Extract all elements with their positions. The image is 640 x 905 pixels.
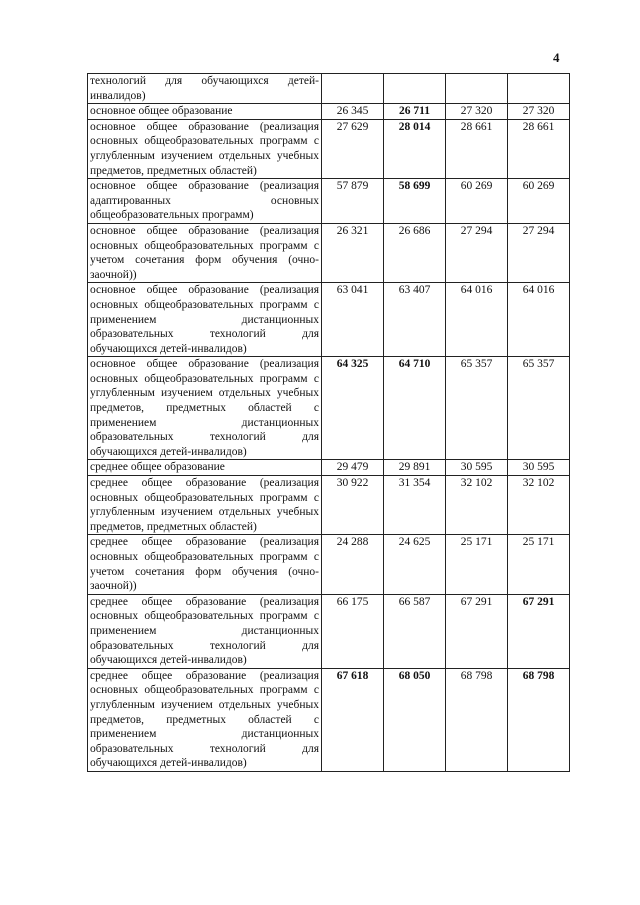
value-cell: 64 016 [508, 283, 570, 357]
value-cell: 68 050 [384, 668, 446, 771]
value-cell: 26 686 [384, 223, 446, 282]
value-cell: 24 625 [384, 535, 446, 594]
value-cell: 27 320 [508, 104, 570, 120]
table-row [88, 104, 570, 120]
value-cell: 68 798 [446, 668, 508, 771]
value-cell: 26 711 [384, 104, 446, 120]
value-cell: 24 288 [322, 535, 384, 594]
table-row [88, 74, 570, 104]
value-cell: 29 479 [322, 460, 384, 476]
value-cell: 60 269 [446, 179, 508, 224]
value-cell: 64 710 [384, 357, 446, 460]
value-cell: 27 294 [446, 223, 508, 282]
value-cell: 65 357 [446, 357, 508, 460]
value-cell: 31 354 [384, 476, 446, 535]
value-cell [446, 74, 508, 104]
value-cell: 67 618 [322, 668, 384, 771]
row-label: среднее общее образование (реализация основных общеобразовательных программ с углубленным изучением отдельных учебных предметов, предметных областей с применением дистанционных образовательных технологий для обучающихся детей-инвалидов) [88, 668, 322, 771]
row-label: основное общее образование (реализация основных общеобразовательных программ с углубленным изучением отдельных учебных предметов, предметных областей) [88, 119, 322, 178]
value-cell: 27 294 [508, 223, 570, 282]
value-cell: 25 171 [508, 535, 570, 594]
value-cell: 64 016 [446, 283, 508, 357]
value-cell: 66 587 [384, 594, 446, 668]
value-cell: 27 629 [322, 119, 384, 178]
value-cell: 65 357 [508, 357, 570, 460]
row-label: среднее общее образование (реализация основных общеобразовательных программ с углубленным изучением отдельных учебных предметов, предметных областей) [88, 476, 322, 535]
value-cell: 67 291 [446, 594, 508, 668]
table-body [88, 74, 570, 772]
value-cell: 28 014 [384, 119, 446, 178]
value-cell: 68 798 [508, 668, 570, 771]
value-cell: 66 175 [322, 594, 384, 668]
value-cell: 28 661 [446, 119, 508, 178]
value-cell: 28 661 [508, 119, 570, 178]
page-number: 4 [553, 50, 560, 65]
value-cell: 64 325 [322, 357, 384, 460]
value-cell: 67 291 [508, 594, 570, 668]
row-label: технологий для обучающихся детей-инвалидов) [88, 74, 322, 104]
table-row [88, 668, 570, 771]
value-cell: 25 171 [446, 535, 508, 594]
row-label: среднее общее образование (реализация основных общеобразовательных программ с учетом сочетания форм обучения (очно-заочной)) [88, 535, 322, 594]
table-row [88, 223, 570, 282]
table-row [88, 357, 570, 460]
row-label: основное общее образование (реализация адаптированных основных общеобразовательных программ) [88, 179, 322, 224]
row-label: среднее общее образование [88, 460, 322, 476]
value-cell: 26 321 [322, 223, 384, 282]
value-cell: 32 102 [446, 476, 508, 535]
row-label: основное общее образование (реализация основных общеобразовательных программ с учетом сочетания форм обучения (очно-заочной)) [88, 223, 322, 282]
value-cell: 63 407 [384, 283, 446, 357]
value-cell: 58 699 [384, 179, 446, 224]
table-row [88, 119, 570, 178]
row-label: среднее общее образование (реализация основных общеобразовательных программ с применением дистанционных образовательных технологий для обучающихся детей-инвалидов) [88, 594, 322, 668]
table-row [88, 460, 570, 476]
value-cell: 30 595 [508, 460, 570, 476]
row-label: основное общее образование [88, 104, 322, 120]
value-cell: 29 891 [384, 460, 446, 476]
funding-norms-table [87, 73, 570, 772]
value-cell [508, 74, 570, 104]
value-cell: 27 320 [446, 104, 508, 120]
value-cell: 57 879 [322, 179, 384, 224]
value-cell [384, 74, 446, 104]
value-cell: 30 595 [446, 460, 508, 476]
table-row [88, 283, 570, 357]
value-cell: 26 345 [322, 104, 384, 120]
row-label: основное общее образование (реализация основных общеобразовательных программ с углубленным изучением отдельных учебных предметов, предметных областей с применением дистанционных образовательных технологий для обучающихся детей-инвалидов) [88, 357, 322, 460]
value-cell: 60 269 [508, 179, 570, 224]
value-cell: 63 041 [322, 283, 384, 357]
table-row [88, 476, 570, 535]
value-cell [322, 74, 384, 104]
table-row [88, 179, 570, 224]
table-row [88, 535, 570, 594]
value-cell: 30 922 [322, 476, 384, 535]
row-label: основное общее образование (реализация основных общеобразовательных программ с применением дистанционных образовательных технологий для обучающихся детей-инвалидов) [88, 283, 322, 357]
value-cell: 32 102 [508, 476, 570, 535]
table-row [88, 594, 570, 668]
